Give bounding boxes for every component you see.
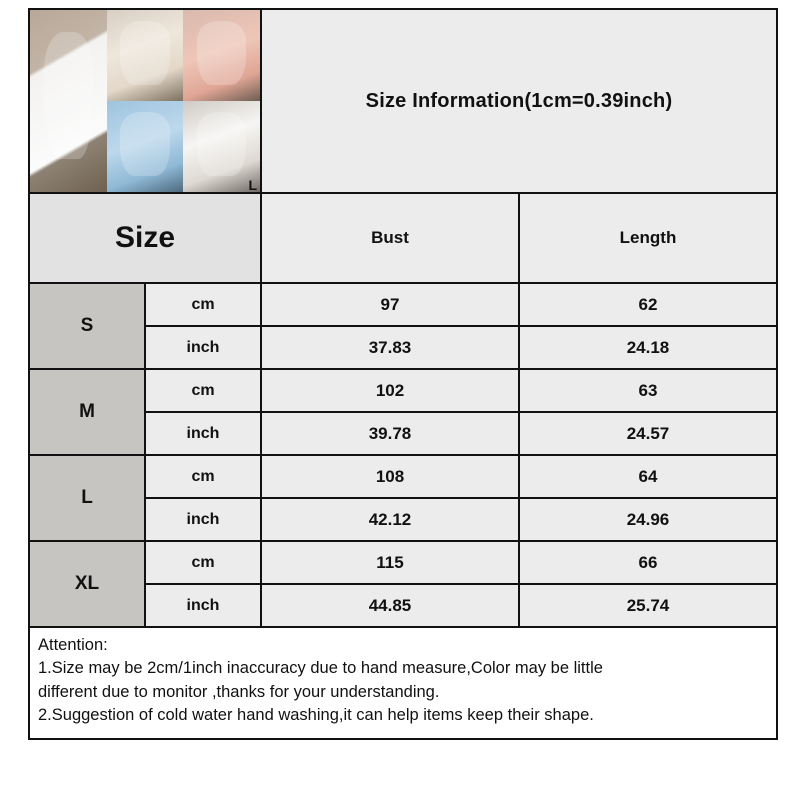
bust-cm-l: 108 [261, 455, 519, 498]
model-white-top-photo [30, 10, 107, 192]
length-cm-m: 63 [519, 369, 777, 412]
attention-line-3: 2.Suggestion of cold water hand washing,it can help items keep their shape. [38, 706, 594, 725]
size-label-m: M [29, 369, 145, 455]
product-image-cell [29, 9, 261, 193]
unit-inch: inch [145, 584, 261, 627]
length-inch-xl: 25.74 [519, 584, 777, 627]
column-header-row [29, 193, 777, 283]
unit-inch: inch [145, 326, 261, 369]
unit-inch: inch [145, 412, 261, 455]
length-cm-l: 64 [519, 455, 777, 498]
column-header-length: Length [519, 193, 777, 283]
unit-cm: cm [145, 283, 261, 326]
bust-cm-s: 97 [261, 283, 519, 326]
table-row [29, 455, 777, 498]
length-inch-s: 24.18 [519, 326, 777, 369]
table-row [29, 369, 777, 412]
bust-inch-s: 37.83 [261, 326, 519, 369]
unit-cm: cm [145, 369, 261, 412]
size-information-title: Size Information(1cm=0.39inch) [261, 9, 777, 193]
product-photo-grid [30, 10, 260, 192]
model-blue-top-photo [107, 101, 184, 192]
size-chart-table [28, 8, 778, 628]
attention-title: Attention: [38, 636, 108, 654]
size-label-s: S [29, 283, 145, 369]
model-beige-top-photo [107, 10, 184, 101]
length-cm-xl: 66 [519, 541, 777, 584]
bust-inch-l: 42.12 [261, 498, 519, 541]
length-cm-s: 62 [519, 283, 777, 326]
unit-cm: cm [145, 455, 261, 498]
bust-cm-xl: 115 [261, 541, 519, 584]
length-inch-l: 24.96 [519, 498, 777, 541]
model-pink-top-photo [183, 10, 260, 101]
attention-section [28, 628, 778, 740]
unit-cm: cm [145, 541, 261, 584]
length-inch-m: 24.57 [519, 412, 777, 455]
attention-line-2: different due to monitor ,thanks for your understanding. [38, 682, 440, 701]
size-label-l: L [29, 455, 145, 541]
bust-cm-m: 102 [261, 369, 519, 412]
bust-inch-m: 39.78 [261, 412, 519, 455]
table-row [29, 541, 777, 584]
attention-line-1: 1.Size may be 2cm/1inch inaccuracy due to hand measure,Color may be little [38, 659, 603, 678]
unit-inch: inch [145, 498, 261, 541]
image-corner-label: L [248, 177, 257, 193]
size-label-xl: XL [29, 541, 145, 627]
table-header-row [29, 9, 777, 193]
column-header-size: Size [29, 193, 261, 283]
column-header-bust: Bust [261, 193, 519, 283]
table-row [29, 283, 777, 326]
bust-inch-xl: 44.85 [261, 584, 519, 627]
